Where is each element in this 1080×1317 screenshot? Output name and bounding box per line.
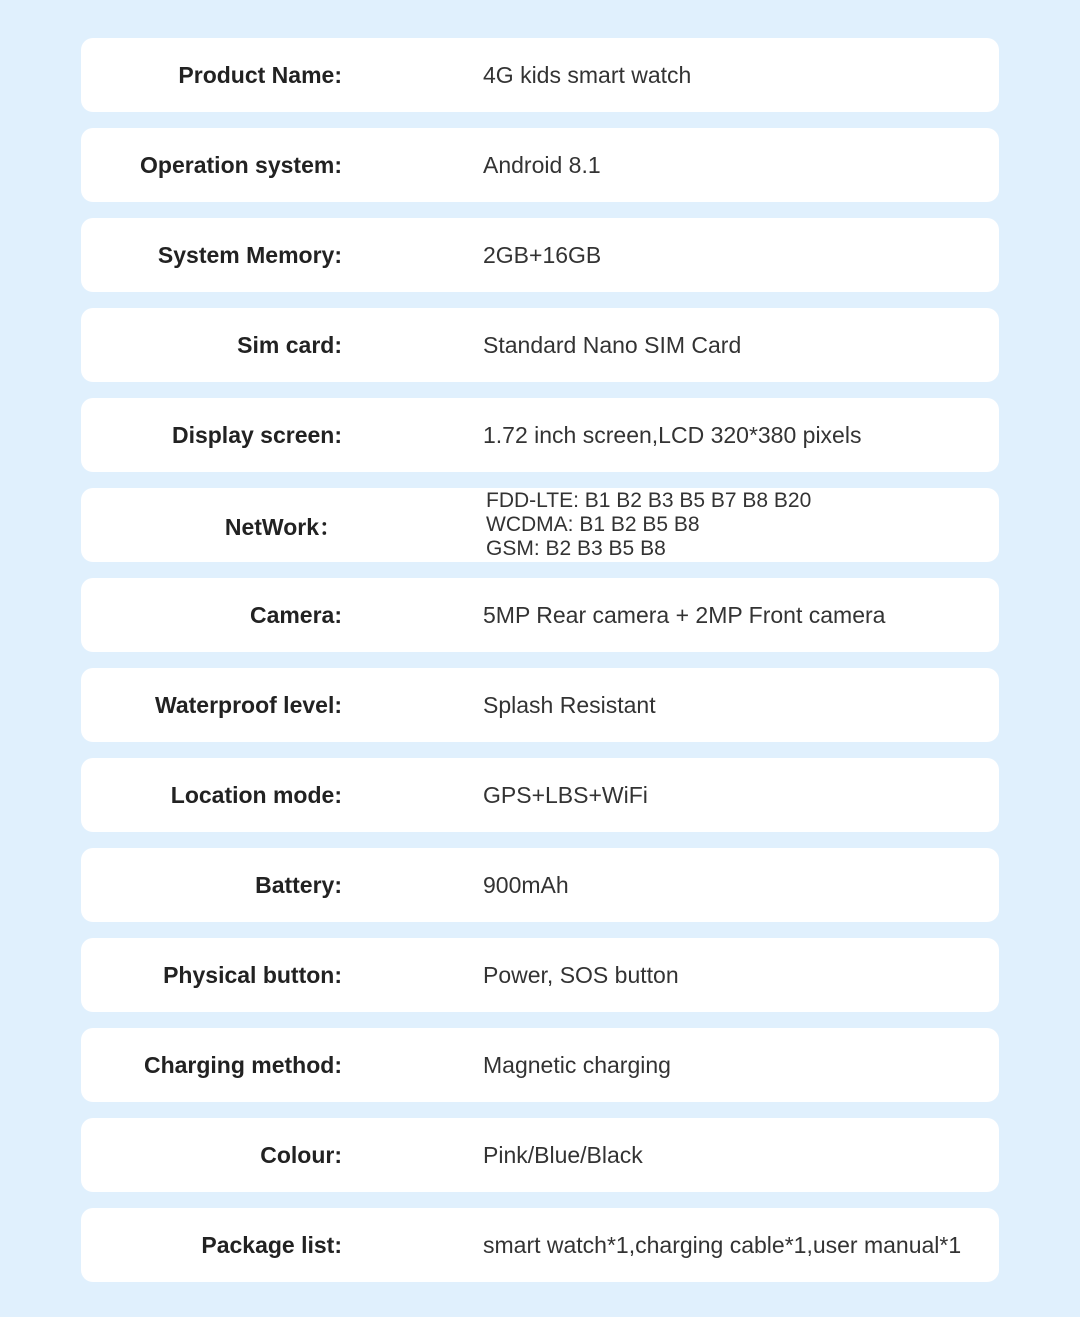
spec-row-network <box>81 488 999 562</box>
network-line-wcdma: WCDMA: B1 B2 B5 B8 <box>486 513 700 536</box>
spec-label: Waterproof level: <box>154 691 342 718</box>
spec-label: Display screen: <box>171 421 342 448</box>
spec-label: Sim card: <box>237 331 342 358</box>
spec-value: smart watch*1,charging cable*1,user manual*1 <box>483 1231 962 1258</box>
spec-row-waterproof-level <box>81 668 999 742</box>
network-line-fdd-lte: FDD-LTE: B1 B2 B3 B5 B7 B8 B20 <box>486 489 812 512</box>
spec-value-network <box>486 488 811 562</box>
spec-row-charging-method <box>81 1028 999 1102</box>
spec-row-product-name <box>81 38 999 112</box>
spec-label: NetWork： <box>224 513 342 540</box>
spec-row-package-list <box>81 1208 999 1282</box>
network-line-gsm: GSM: B2 B3 B5 B8 <box>486 537 666 560</box>
spec-label: Package list: <box>201 1231 342 1258</box>
spec-row-camera <box>81 578 999 652</box>
spec-value: 4G kids smart watch <box>483 61 692 88</box>
spec-value: Magnetic charging <box>483 1051 671 1078</box>
spec-value: 2GB+16GB <box>483 241 602 268</box>
spec-label: Charging method: <box>143 1051 342 1078</box>
spec-row-battery <box>81 848 999 922</box>
spec-label: System Memory: <box>157 241 342 268</box>
spec-value: Standard Nano SIM Card <box>483 331 742 358</box>
spec-label: Camera: <box>249 601 342 628</box>
spec-label: Physical button: <box>163 961 342 988</box>
spec-value: GPS+LBS+WiFi <box>483 781 648 808</box>
spec-value: Pink/Blue/Black <box>483 1141 643 1168</box>
spec-value: Android 8.1 <box>483 151 601 178</box>
spec-label: Product Name: <box>178 61 342 88</box>
spec-value: 1.72 inch screen,LCD 320*380 pixels <box>483 421 862 448</box>
spec-row-sim-card <box>81 308 999 382</box>
spec-row-display-screen <box>81 398 999 472</box>
spec-value: Power, SOS button <box>483 961 679 988</box>
spec-row-system-memory <box>81 218 999 292</box>
spec-value: Splash Resistant <box>483 691 656 718</box>
spec-label: Location mode: <box>170 781 342 808</box>
spec-label: Battery: <box>255 871 342 898</box>
spec-label: Operation system: <box>140 151 342 178</box>
spec-label: Colour: <box>260 1141 342 1168</box>
spec-row-physical-button <box>81 938 999 1012</box>
spec-row-location-mode <box>81 758 999 832</box>
spec-row-colour <box>81 1118 999 1192</box>
spec-row-operation-system <box>81 128 999 202</box>
spec-value: 900mAh <box>483 871 569 898</box>
spec-list <box>81 38 999 1298</box>
spec-value: 5MP Rear camera + 2MP Front camera <box>483 601 886 628</box>
